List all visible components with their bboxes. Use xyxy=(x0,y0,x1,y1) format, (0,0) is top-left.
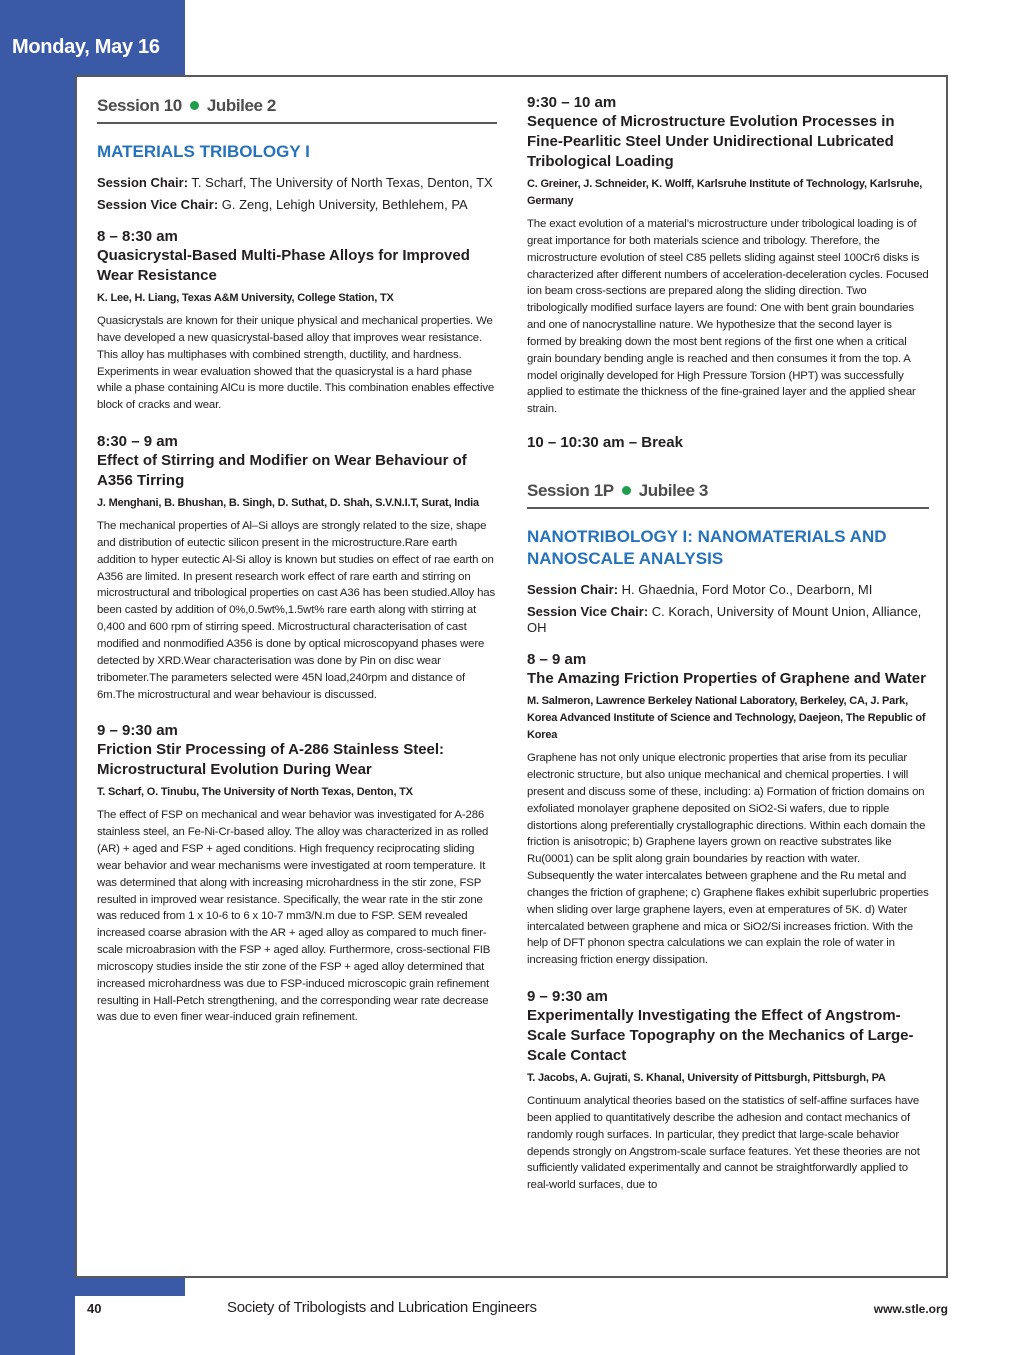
talk-authors: K. Lee, H. Liang, Texas A&M University, College Station, TX xyxy=(97,292,394,304)
footer-url[interactable]: www.stle.org xyxy=(873,1302,948,1316)
session-chair xyxy=(97,175,497,191)
session-title: NANOTRIBOLOGY I: NANOMATERIALS AND NANOSCALE ANALYSIS xyxy=(527,527,887,569)
vice-chair-label: Session Vice Chair: xyxy=(97,197,219,212)
talk-abstract: Graphene has not only unique electronic properties that arise from its peculiar electronic structure, but also unique mechanical and chemical properties. I will present and discuss some of these, including: a) Formation of friction domains on exfoliated monolayer graphene deposited on SiO2-Si wafers, due to ripple distortions along preferentially crystallographic directions. Within each domain the friction is anisotropic; b) Graphene layers grown on reactive substrates like Ru(0001) can be split along grain boundaries by reaction with water. Subsequently the water intercalates between graphene and the Ru metal and changes the friction of graphene; c) Graphene flakes exhibit superlubric properties when sliding over large graphene layers, even at emperatures of 5K. d) Water intercalated between graphene and mica or SiO2/Si increases friction. With the help of DFT phonon spectra calculations we can explain the role of water in increasing friction energy dissipation. xyxy=(527,752,929,967)
talk-time: 9 – 9:30 am xyxy=(527,988,608,1006)
session-header xyxy=(97,96,497,124)
talk-authors: J. Menghani, B. Bhushan, B. Singh, D. Suthat, D. Shah, S.V.N.I.T, Surat, India xyxy=(97,497,479,510)
session-title: MATERIALS TRIBOLOGY I xyxy=(97,142,310,161)
page-number-box xyxy=(75,1296,185,1324)
chair-name: T. Scharf, The University of North Texas, Denton, TX xyxy=(191,175,493,190)
talk-entry xyxy=(527,93,929,418)
footer-organization: Society of Tribologists and Lubrication Engineers xyxy=(227,1299,537,1316)
bullet-dot-icon xyxy=(190,101,199,110)
session-label: Session 1P xyxy=(527,481,614,501)
session-header xyxy=(527,481,929,509)
session-vice-chair xyxy=(97,197,497,213)
talk-title: Effect of Stirring and Modifier on Wear Behaviour of A356 Tirring xyxy=(97,452,467,490)
talk-entry xyxy=(527,987,929,1194)
chair-label: Session Chair: xyxy=(97,175,189,190)
talk-abstract: The exact evolution of a material’s microstructure under tribological loading is of great importance for both materials science and tribology. Therefore, the microstructure evolution of steel C85 pellets sliding against steel 100Cr6 disks is characterized after different numbers of acceleration-deceleration cycles. Focused ion beam cross-sections are prepared along the sliding direction. Two tribologically modified surface layers are found: One with bent grain boundaries and one of nanocrystalline nature. We hypothesize that the second layer is formed by breaking down the most bent regions of the first one when a critical grain boundary bending angle is reached and then consumes it from the top. A model originally developed for High Pressure Torsion (HPT) was successfully applied to estimate the thickness of the fine-grained layer and the applied shear strain. xyxy=(527,218,929,416)
bullet-dot-icon xyxy=(622,486,631,495)
talk-time: 8 – 9 am xyxy=(527,651,587,669)
talk-title: The Amazing Friction Properties of Graphene and Water xyxy=(527,670,926,688)
chair-name: H. Ghaednia, Ford Motor Co., Dearborn, MI xyxy=(621,582,873,598)
day-label: Monday, May 16 xyxy=(12,36,160,58)
vice-chair-name: C. Korach, University of Mount Union, Alliance, OH xyxy=(527,604,922,636)
talk-title: Sequence of Microstructure Evolution Processes in Fine-Pearlitic Steel Under Unidirectional Lubricated Tribological Loading xyxy=(527,113,895,170)
talk-abstract: The mechanical properties of Al–Si alloys are strongly related to the size, shape and distribution of eutectic silicon present in the microstructure.Rare earth addition to hyper eutectic Al-Si alloy is known but studies on effect of rae earth on A356 are limited. In present research work effect of rare earth and stirring on microstructural and tribological properties on cast A36 has been studied.Alloy has been casted by addition of 0%,0.5wt%,1.5wt% rare earth along with stirring at 0,400 and 600 rpm of stirring speed. Microstructural characterisation of cast modified and nonmodified A356 is done by optical microscopyand phases were detected by XRD.Wear characterisation was done by Pin on disc wear tribometer.The parameters selected were 45N load,240rpm and distance of 6m.The microstructural and wear behaviour is discussed. xyxy=(97,520,495,701)
session-vice-chair xyxy=(527,604,929,636)
left-column xyxy=(97,96,497,1026)
talk-title: Experimentally Investigating the Effect of Angstrom-Scale Surface Topography on the Mechanics of Large-Scale Contact xyxy=(527,1007,914,1065)
talk-abstract: Continuum analytical theories based on the statistics of self-affine surfaces have been applied to quantitatively describe the adhesion and contact mechanics of randomly rough surfaces. In particular, they predict that large-scale behavior depends strongly on Angstrom-scale surface features. Yet these theories are not sufficiently validated experimentally and cannot be straightforwardly applied to real-world surfaces, due to xyxy=(527,1095,920,1192)
session-room: Jubilee 3 xyxy=(638,481,708,501)
talk-authors: T. Jacobs, A. Gujrati, S. Khanal, University of Pittsburgh, Pittsburgh, PA xyxy=(527,1072,886,1085)
session-chair xyxy=(527,582,929,598)
talk-title: Friction Stir Processing of A-286 Stainless Steel: Microstructural Evolution During Wear xyxy=(97,741,445,779)
vice-chair-name: G. Zeng, Lehigh University, Bethlehem, PA xyxy=(221,197,468,212)
talk-entry xyxy=(97,432,497,703)
talk-entry xyxy=(97,227,497,414)
break-notice: 10 – 10:30 am – Break xyxy=(527,434,683,452)
talk-abstract: Quasicrystals are known for their unique physical and mechanical properties. We have developed a new quasicrystal-based alloy that improves wear resistance. This alloy has multiphases with combined strength, ductility, and hardness. Experiments in wear evaluation showed that the quasicrystal is a hard phase while a phase containing AlCu is more ductile. This combination enables effective block of cracks and wear. xyxy=(97,315,495,412)
talk-time: 8:30 – 9 am xyxy=(97,433,178,451)
talk-entry xyxy=(527,650,929,969)
page-number: 40 xyxy=(87,1301,102,1316)
session-label: Session 10 xyxy=(97,96,182,115)
talk-time: 8 – 8:30 am xyxy=(97,228,178,245)
talk-abstract: The effect of FSP on mechanical and wear behavior was investigated for A-286 stainless steel, an Fe-Ni-Cr-based alloy. The alloy was characterized in as rolled (AR) + aged and FSP + aged conditions. High frequency reciprocating sliding wear behavior and wear mechanisms were investigated at room temperature. It was determined that along with increasing microhardness in the stir zone, FSP resulted in improved wear resistance. Specifically, the wear rate in the stir zone was reduced from 1 x 10-6 to 6 x 10-7 mm3/N.m due to FSP. SEM revealed increased coarse abrasion with the AR + aged alloy as compared to much finer-scale microabrasion with the FSP + aged alloy. Furthermore, cross-sectional FIB microscopy studies inside the stir zone of the FSP + aged alloy determined that increased microhardness was due to FSP-induced microscopic grain refinement resulting in Hall-Petch strengthening, and the corresponding wear rate decrease was due to even finer wear-induced grain refinement. xyxy=(97,809,491,1024)
vice-chair-label: Session Vice Chair: xyxy=(527,604,649,620)
talk-time: 9 – 9:30 am xyxy=(97,722,178,740)
chair-label: Session Chair: xyxy=(527,582,619,598)
talk-entry xyxy=(97,721,497,1026)
blue-sidebar-bottom xyxy=(0,1296,75,1355)
talk-authors: T. Scharf, O. Tinubu, The University of North Texas, Denton, TX xyxy=(97,786,413,799)
talk-authors: M. Salmeron, Lawrence Berkeley National Laboratory, Berkeley, CA, J. Park, Korea Advanced Institute of Science and Technology, Daejeon, The Republic of Korea xyxy=(527,695,926,742)
session-room: Jubilee 2 xyxy=(206,96,276,115)
talk-authors: C. Greiner, J. Schneider, K. Wolff, Karlsruhe Institute of Technology, Karlsruhe, Germany xyxy=(527,178,923,207)
talk-time: 9:30 – 10 am xyxy=(527,94,617,111)
talk-title: Quasicrystal-Based Multi-Phase Alloys for Improved Wear Resistance xyxy=(97,247,470,284)
right-column xyxy=(527,93,929,1194)
